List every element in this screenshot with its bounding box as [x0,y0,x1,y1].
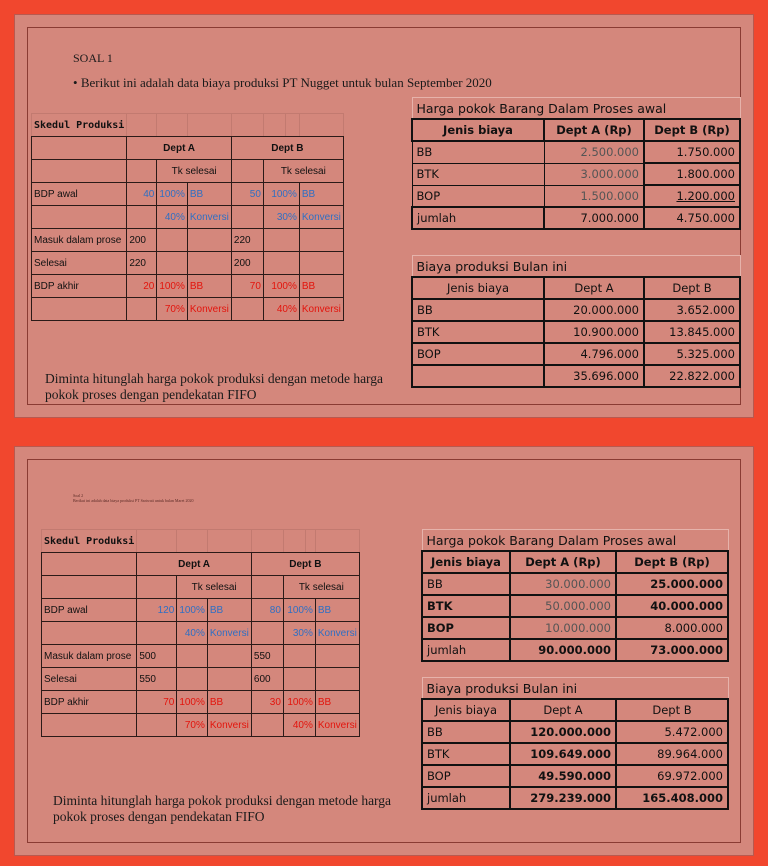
dept-b-header: Dept B [251,553,359,576]
task-instruction: Diminta hitunglah harga pokok produksi dengan metode harga pokok proses dengan pendekatan FIFO [53,793,392,824]
slide-2-title: Soal 2 [73,493,84,498]
table-row: Masuk dalam prose 500 550 [42,645,360,668]
table-row: BOP 4.796.000 5.325.000 [412,343,740,365]
dept-b-header: Dept B [231,137,343,160]
biaya-bulan-ini-table: Biaya produksi Bulan ini Jenis biaya Dept A Dept B BB 20.000.000 3.652.000 BTK 10.900.000 13.845.000 BOP 4.796.000 5.325.000 35.696.000 22.822.000 [411,255,741,388]
schedule-caption: Skedul Produksi [32,114,127,137]
table-row: 70% Konversi 40% Konversi [42,714,360,737]
table-row: jumlah 279.239.000 165.408.000 [422,787,728,809]
table-row: BTK 3.000.000 1.800.000 [412,163,740,185]
table-row: BOP 10.000.000 8.000.000 [422,617,728,639]
table-row: BTK 109.649.000 89.964.000 [422,743,728,765]
schedule-table [41,529,360,737]
table-row: BOP 1.500.000 1.200.000 [412,185,740,207]
table-row: BDP akhir 70 100% BB 30 100% BB [42,691,360,714]
tk-selesai-a: Tk selesai [177,576,252,599]
biaya-caption: Biaya produksi Bulan ini [412,256,740,278]
slide-2 [14,446,754,856]
dept-a-header: Dept A [127,137,232,160]
table-row: BDP awal 120 100% BB 80 100% BB [42,599,360,622]
table-row: BB 120.000.000 5.472.000 [422,721,728,743]
schedule-caption: Skedul Produksi [42,530,137,553]
table-row: Masuk dalam prose 200 220 [32,229,344,252]
table-row: BTK 10.900.000 13.845.000 [412,321,740,343]
intro-text: Berikut ini adalah data biaya produksi PT Nugget untuk bulan September 2020 [80,75,492,90]
table-row: BB 30.000.000 25.000.000 [422,573,728,595]
table-row: 40% Konversi 30% Konversi [42,622,360,645]
table-row: 35.696.000 22.822.000 [412,365,740,387]
tk-selesai-a: Tk selesai [157,160,232,183]
table-row: BB 20.000.000 3.652.000 [412,299,740,321]
table-row: jumlah 7.000.000 4.750.000 [412,207,740,229]
hpp-awal-caption: Harga pokok Barang Dalam Proses awal [422,530,728,552]
hpp-awal-caption: Harga pokok Barang Dalam Proses awal [412,98,740,120]
biaya-caption: Biaya produksi Bulan ini [422,678,728,700]
table-row: 70% Konversi 40% Konversi [32,298,344,321]
slide-2-intro: Berikut ini adalah data biaya produksi PT Sariwati untuk bulan Maret 2020 [73,498,194,503]
slide-1-title: SOAL 1 [73,51,113,65]
table-row: Selesai 550 600 [42,668,360,691]
table-row: BDP akhir 20 100% BB 70 100% BB [32,275,344,298]
table-row: BB 2.500.000 1.750.000 [412,141,740,163]
task-instruction: Diminta hitunglah harga pokok produksi dengan metode harga pokok proses dengan pendekatan FIFO [45,371,384,402]
table-row: jumlah 90.000.000 73.000.000 [422,639,728,661]
bullet-icon: • [73,75,78,90]
slide-1 [14,14,754,418]
hpp-awal-table: Harga pokok Barang Dalam Proses awal Jenis biaya Dept A (Rp) Dept B (Rp) BB 2.500.000 1.750.000 BTK 3.000.000 1.800.000 BOP 1.500.000 1.200.000 jumlah 7.000.000 4.750.000 [411,97,741,230]
slide-1-intro [73,75,492,91]
table-row: BOP 49.590.000 69.972.000 [422,765,728,787]
hpp-awal-table: Harga pokok Barang Dalam Proses awal Jenis biaya Dept A (Rp) Dept B (Rp) BB 30.000.000 25.000.000 BTK 50.000.000 40.000.000 BOP 10.000.000 8.000.000 jumlah 90.000.000 73.000.000 [421,529,729,662]
table-row: BDP awal 40 100% BB 50 100% BB [32,183,344,206]
tk-selesai-b: Tk selesai [263,160,343,183]
schedule-table [31,113,344,321]
table-row: 40% Konversi 30% Konversi [32,206,344,229]
table-row: Selesai 220 200 [32,252,344,275]
table-row: BTK 50.000.000 40.000.000 [422,595,728,617]
tk-selesai-b: Tk selesai [283,576,359,599]
biaya-bulan-ini-table: Biaya produksi Bulan ini Jenis biaya Dept A Dept B BB 120.000.000 5.472.000 BTK 109.649.000 89.964.000 BOP 49.590.000 69.972.000 jumlah 279.239.000 165.408.000 [421,677,729,810]
dept-a-header: Dept A [137,553,252,576]
